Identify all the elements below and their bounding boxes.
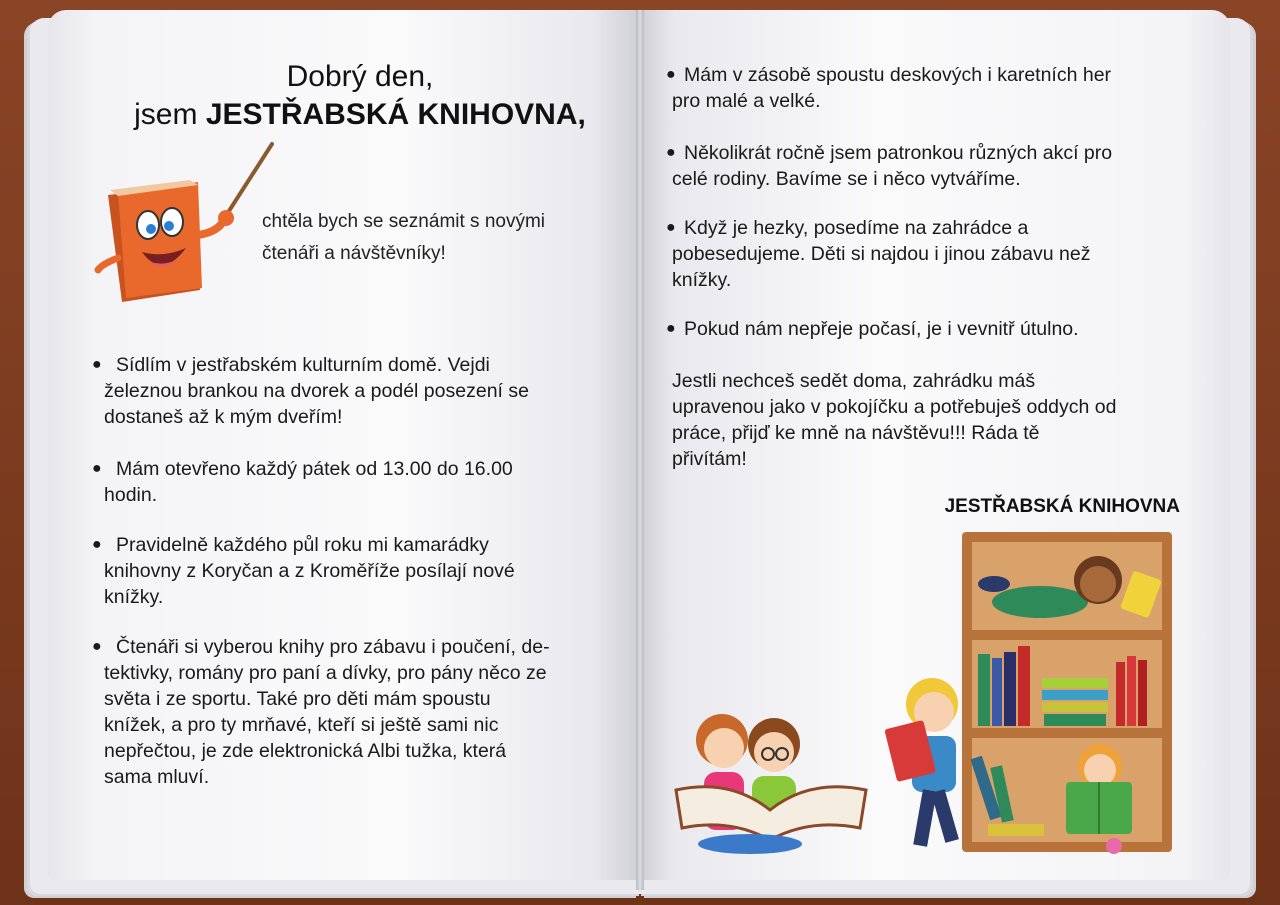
bullet-icon: ● xyxy=(666,320,676,337)
shelf-book xyxy=(1042,702,1108,712)
item-line: nepřečtou, je zde elektronická Albi tužka, která xyxy=(104,740,507,762)
bullet-icon: ● xyxy=(666,66,676,83)
item-line: knížek, a pro ty mrňavé, kteří si ještě sami nic xyxy=(104,714,499,736)
bullet-icon: ● xyxy=(666,219,676,236)
item-line: Když je hezky, posedíme na zahrádce a xyxy=(684,217,1029,239)
item-line: světa i ze sportu. Také pro děti mám spoustu xyxy=(104,688,491,710)
greeting-line-1: Dobrý den, xyxy=(286,60,434,93)
item-line: sama mluví. xyxy=(104,766,210,788)
shelf-book xyxy=(978,654,990,726)
list-item xyxy=(666,215,1091,293)
list-item xyxy=(666,140,1113,192)
mascot-left-arm xyxy=(98,258,118,270)
girl-shoe xyxy=(1106,838,1122,854)
shelf-book xyxy=(992,658,1002,726)
bullet-icon: ● xyxy=(92,536,102,553)
greeting-prefix: jsem xyxy=(134,98,206,131)
list-item xyxy=(92,456,513,508)
shelf-book xyxy=(1018,646,1030,726)
intro-text xyxy=(262,206,622,270)
book-mascot-illustration xyxy=(90,140,275,310)
closing-line: Jestli nechceš sedět doma, zahrádku máš xyxy=(672,370,1036,392)
intro-line-2: čtenáři a návštěvníky! xyxy=(262,243,446,264)
shelf-book xyxy=(1138,660,1147,726)
bullet-icon: ● xyxy=(92,638,102,655)
shelf-book xyxy=(1044,714,1106,726)
shelf-book xyxy=(1004,652,1016,726)
list-item xyxy=(666,316,1079,342)
item-line: Sídlím v jestřabském kulturním domě. Vejdi xyxy=(116,354,490,376)
item-line: tektivky, romány pro paní a dívky, pro pány něco ze xyxy=(104,662,547,684)
item-line: dostaneš až k mým dveřím! xyxy=(104,406,343,428)
item-line: Několikrát ročně jsem patronkou různých akcí pro xyxy=(684,142,1113,164)
mascot-hand xyxy=(218,210,234,226)
item-line: Pravidelně každého půl roku mi kamarádky xyxy=(116,534,489,556)
list-item xyxy=(92,532,515,610)
bullet-icon: ● xyxy=(666,144,676,161)
greeting-heading xyxy=(90,58,630,134)
signature: JESTŘABSKÁ KNIHOVNA xyxy=(944,496,1180,517)
mascot-pupil-right xyxy=(164,221,174,231)
item-line: pro malé a velké. xyxy=(672,90,821,112)
shelf-book xyxy=(1116,662,1125,726)
kids-reading-illustration xyxy=(670,528,1190,868)
mascot-pupil-left xyxy=(146,224,156,234)
shelf-book xyxy=(1042,678,1108,688)
walking-boy-leg xyxy=(931,789,959,843)
item-line: Pokud nám nepřeje počasí, je i vevnitř útulno. xyxy=(684,318,1079,340)
greeting-line-2 xyxy=(90,96,630,134)
shelf-book xyxy=(1127,656,1136,726)
item-line: celé rodiny. Bavíme se i něco vytváříme. xyxy=(672,168,1021,190)
library-name: JESTŘABSKÁ KNIHOVNA, xyxy=(205,98,586,131)
item-line: pobesedujeme. Děti si najdou i jinou zábavu než xyxy=(672,243,1091,265)
boy-top-shoe xyxy=(978,576,1010,592)
item-line: Mám v zásobě spoustu deskových i karetních her xyxy=(684,64,1112,86)
list-item xyxy=(666,62,1112,114)
girl-floor-face xyxy=(704,728,744,768)
book-body xyxy=(118,182,202,298)
closing-line: práce, přijď ke mně na návštěvu!!! Ráda tě xyxy=(672,422,1040,444)
intro-line-1: chtěla bych se seznámit s novými xyxy=(262,211,546,232)
item-line: Mám otevřeno každý pátek od 13.00 do 16.00 xyxy=(116,458,513,480)
closing-paragraph xyxy=(672,368,1116,472)
item-line: knížky. xyxy=(672,269,732,291)
item-line: knihovny z Koryčan a z Kroměříže posílají nové xyxy=(104,560,515,582)
closing-line: přivítám! xyxy=(672,448,747,470)
boy-top-face xyxy=(1080,566,1116,602)
shelf-book xyxy=(988,824,1044,836)
item-line: knížky. xyxy=(104,586,164,608)
book-spine xyxy=(636,10,644,890)
shelf-book xyxy=(1042,690,1108,700)
item-line: Čtenáři si vyberou knihy pro zábavu i poučení, de- xyxy=(116,636,550,658)
item-line: hodin. xyxy=(104,484,158,506)
girl-face xyxy=(1084,754,1116,786)
item-line: železnou brankou na dvorek a podél posezení se xyxy=(104,380,529,402)
bullet-icon: ● xyxy=(92,356,102,373)
closing-line: upravenou jako v pokojíčku a potřebuješ oddych od xyxy=(672,396,1117,418)
list-item xyxy=(92,352,529,430)
bullet-icon: ● xyxy=(92,460,102,477)
list-item xyxy=(92,634,550,790)
kids-floor-legs xyxy=(698,834,802,854)
boy-top-body xyxy=(992,586,1088,618)
